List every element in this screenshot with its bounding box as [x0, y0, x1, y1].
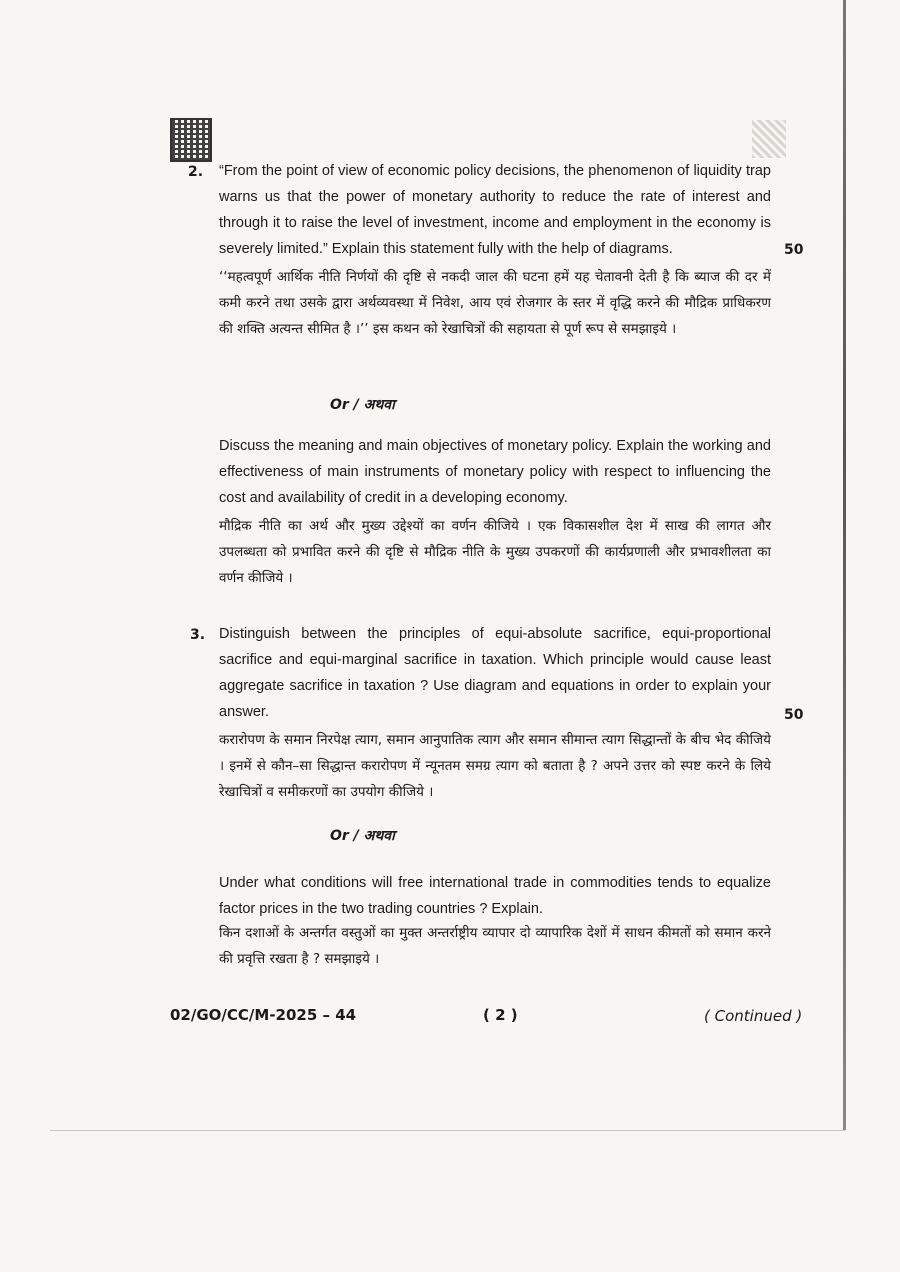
bleed-through-qr-icon — [752, 120, 786, 158]
question-number: 3. — [190, 627, 206, 643]
question-2-alt-english: Discuss the meaning and main objectives of monetary policy. Explain the working and effectiveness of main instruments of monetary policy with respect to influencing the cost and availability of credit in a developing economy. — [219, 438, 771, 506]
question-number: 2. — [188, 164, 204, 180]
question-3-alt-hindi: किन दशाओं के अन्तर्गत वस्तुओं का मुक्त अन्तर्राष्ट्रीय व्यापार दो व्यापारिक देशों में साधन कीमतों को समान करने की प्रवृत्ति रखता है ? समझाइये । — [219, 925, 771, 967]
paper-code: 02/GO/CC/M-2025 – 44 — [170, 1006, 357, 1024]
question-2-alt-hindi: मौद्रिक नीति का अर्थ और मुख्य उद्देश्यों का वर्णन कीजिये । एक विकासशील देश में साख की लागत और उपलब्धता को प्रभावित करने की दृष्टि से मौद्रिक नीति के मुख्य उपकरणों की कार्यप्रणाली और प्रभावशीलता का वर्णन कीजिये । — [219, 518, 771, 586]
or-divider: Or / अथवा — [330, 397, 395, 413]
question-2-marks: 50 — [784, 242, 804, 258]
bleed-through-shadow — [330, 112, 790, 152]
question-3-english: Distinguish between the principles of equi-absolute sacrifice, equi-proportional sacrifice and equi-marginal sacrifice in taxation. Which principle would cause least aggregate sacrifice in taxation ? Use diagram and equations in order to explain your answer. — [219, 626, 771, 720]
continued-note: ( Continued ) — [704, 1007, 803, 1025]
question-3-alt-english: Under what conditions will free international trade in commodities tends to equalize factor prices in the two trading countries ? Explain. — [219, 875, 771, 917]
qr-code-icon — [170, 118, 212, 162]
question-2-hindi: ‘‘महत्वपूर्ण आर्थिक नीति निर्णयों की दृष्टि से नकदी जाल की घटना हमें यह चेतावनी देती है कि ब्याज की दर में कमी करने तथा उसके द्वारा अर्थव्यवस्था में निवेश, आय एवं रोजगार के स्तर में वृद्धि करने की मौद्रिक प्राधिकरण की शक्ति अत्यन्त सीमित है ।’’ इस कथन को रेखाचित्रों की सहायता से पूर्ण रूप से समझाइये । — [219, 269, 771, 337]
question-3-marks: 50 — [784, 707, 804, 723]
question-3-hindi: करारोपण के समान निरपेक्ष त्याग, समान आनुपातिक त्याग और समान सीमान्त त्याग सिद्धान्तों के बीच भेद कीजिये । इनमें से कौन–सा सिद्धान्त करारोपण में न्यूनतम समग्र त्याग को बताता है ? अपने उत्तर को स्पष्ट करने के लिये रेखाचित्रों व समीकरणों का उपयोग कीजिये । — [219, 732, 771, 800]
page-bottom-edge — [50, 1130, 845, 1131]
or-divider: Or / अथवा — [330, 828, 395, 844]
page-edge-shadow — [843, 0, 846, 1130]
page-number: ( 2 ) — [483, 1006, 518, 1024]
question-2-english: “From the point of view of economic policy decisions, the phenomenon of liquidity trap warns us that the power of monetary authority to reduce the rate of interest and through it to raise the level of investment, income and employment in the economy is severely limited.” Explain this statement fully with the help of diagrams. — [219, 163, 771, 257]
